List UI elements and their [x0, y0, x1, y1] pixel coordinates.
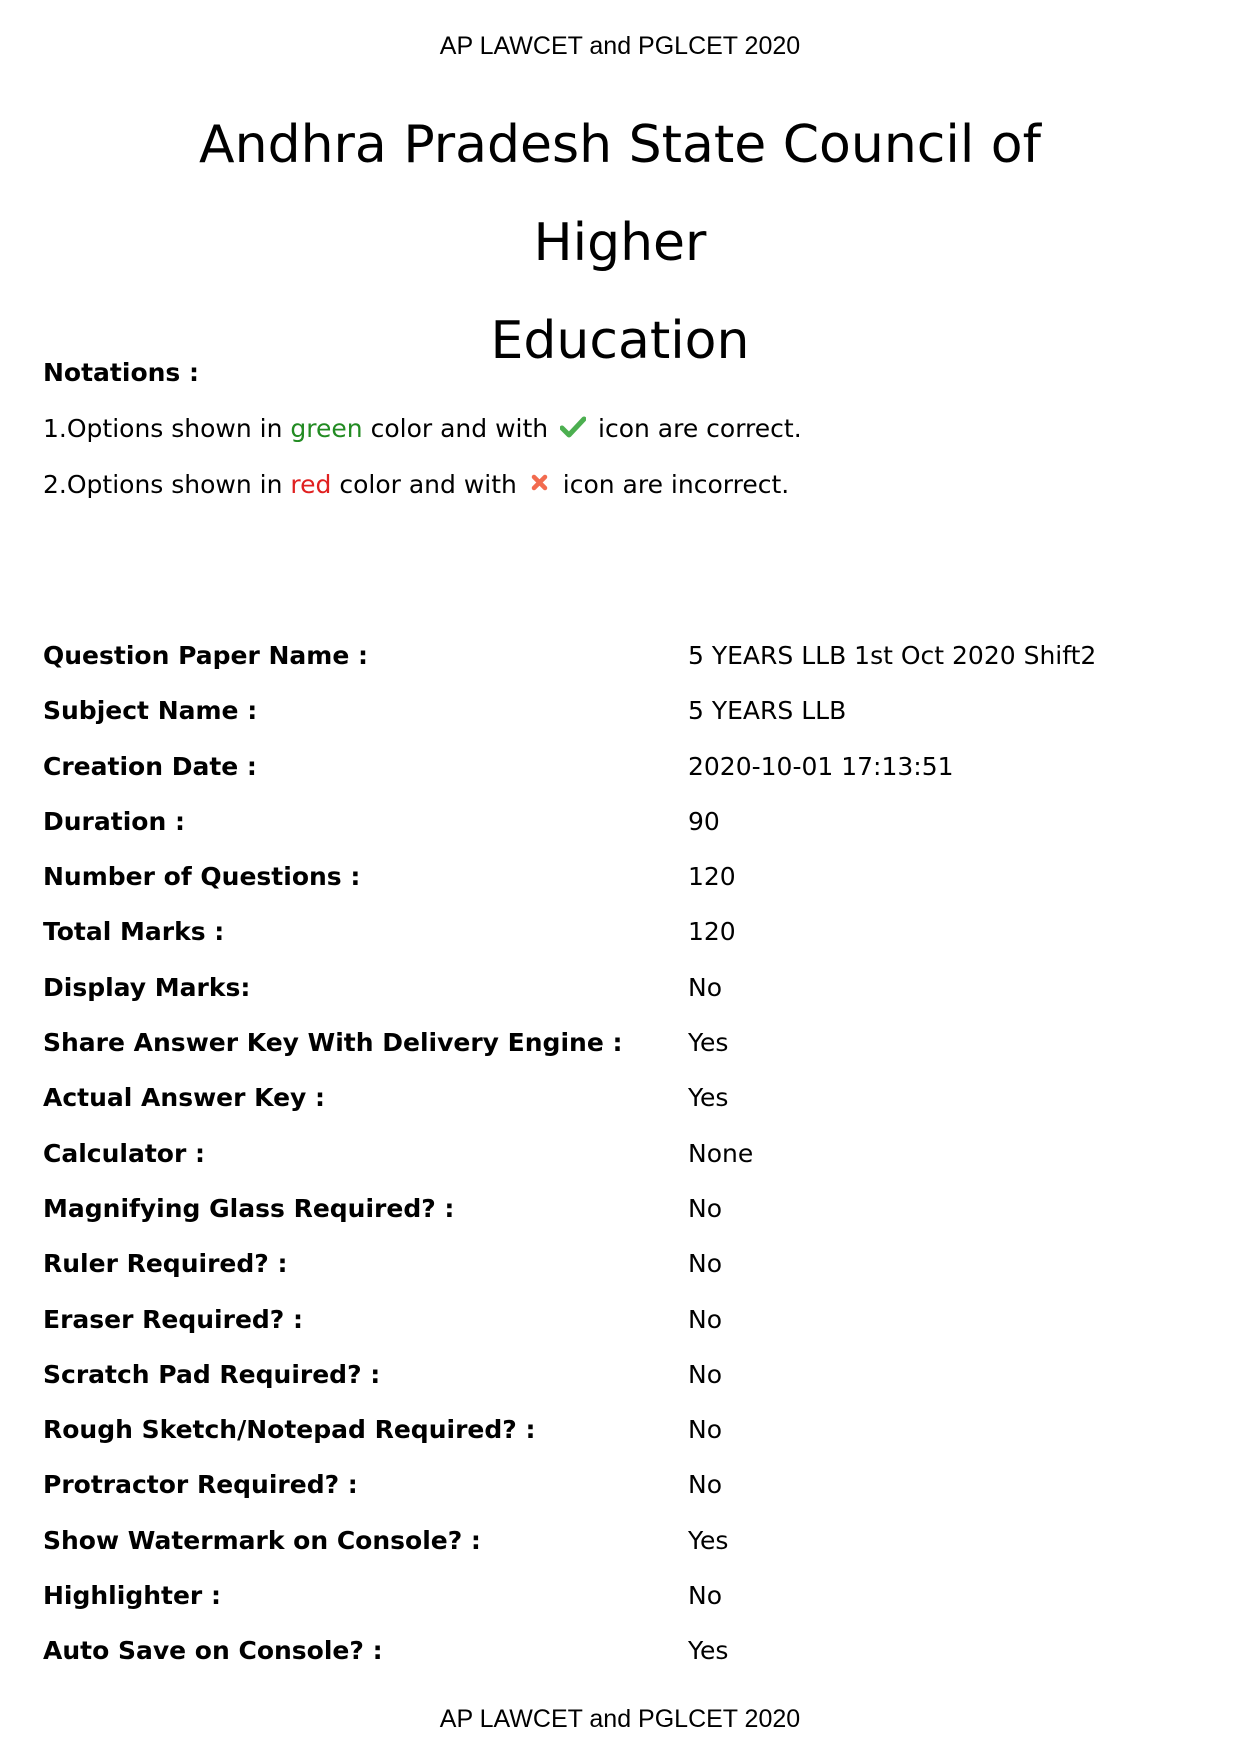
detail-row-question-paper-name	[43, 641, 1203, 696]
notation-correct-middle: color and with	[370, 414, 549, 443]
detail-label: Eraser Required? :	[43, 1304, 303, 1334]
detail-row-creation-date	[43, 752, 1203, 807]
detail-value: No	[688, 1359, 722, 1389]
detail-value: 90	[688, 806, 720, 836]
detail-label: Subject Name :	[43, 696, 258, 726]
detail-row-highlighter	[43, 1581, 1203, 1636]
detail-row-show-watermark	[43, 1526, 1203, 1581]
detail-value: No	[688, 1193, 722, 1223]
detail-value: 120	[688, 862, 736, 892]
detail-value: No	[688, 1470, 722, 1500]
detail-value: Yes	[688, 1028, 729, 1058]
detail-label: Rough Sketch/Notepad Required? :	[43, 1415, 536, 1445]
detail-label: Show Watermark on Console? :	[43, 1525, 481, 1555]
notations-heading: Notations :	[43, 358, 199, 387]
notation-correct-prefix: 1.Options shown in	[43, 414, 283, 443]
detail-label: Question Paper Name :	[43, 641, 368, 670]
notation-green-word: green	[290, 414, 363, 443]
detail-value: No	[688, 1304, 722, 1334]
detail-row-duration	[43, 807, 1203, 862]
detail-row-ruler	[43, 1249, 1203, 1304]
detail-label: Display Marks:	[43, 972, 251, 1002]
detail-value: 2020-10-01 17:13:51	[688, 751, 954, 781]
notation-correct-suffix: icon are correct.	[598, 414, 802, 443]
notation-red-word: red	[290, 470, 332, 499]
detail-label: Creation Date :	[43, 751, 257, 781]
detail-row-actual-answer-key	[43, 1083, 1203, 1138]
page-title	[120, 96, 1120, 390]
detail-value: None	[688, 1138, 754, 1168]
detail-value: Yes	[688, 1636, 729, 1666]
detail-row-number-of-questions	[43, 862, 1203, 917]
detail-value: 120	[688, 917, 736, 947]
cross-icon	[529, 468, 551, 504]
page-header: AP LAWCET and PGLCET 2020	[439, 32, 801, 60]
page-title-line-1: Andhra Pradesh State Council of Higher	[199, 115, 1041, 273]
detail-row-rough-sketch	[43, 1415, 1203, 1470]
checkmark-icon	[560, 412, 586, 448]
detail-label: Share Answer Key With Delivery Engine :	[43, 1028, 623, 1058]
detail-value: No	[688, 1249, 722, 1279]
paper-details-table	[43, 641, 1203, 1692]
notation-incorrect-suffix: icon are incorrect.	[562, 470, 790, 499]
notation-incorrect-prefix: 2.Options shown in	[43, 470, 283, 499]
detail-row-display-marks	[43, 973, 1203, 1028]
detail-value: Yes	[688, 1083, 729, 1113]
detail-label: Ruler Required? :	[43, 1249, 288, 1279]
detail-value: No	[688, 972, 722, 1002]
page-title-line-2: Education	[490, 311, 750, 371]
detail-label: Number of Questions :	[43, 862, 361, 892]
detail-value: 5 YEARS LLB 1st Oct 2020 Shift2	[688, 641, 1097, 670]
detail-label: Duration :	[43, 806, 185, 836]
detail-label: Calculator :	[43, 1138, 205, 1168]
detail-row-total-marks	[43, 917, 1203, 972]
detail-row-subject-name	[43, 696, 1203, 751]
notation-incorrect	[43, 467, 802, 523]
detail-label: Scratch Pad Required? :	[43, 1359, 381, 1389]
detail-label: Highlighter :	[43, 1581, 221, 1611]
detail-value: Yes	[688, 1525, 729, 1555]
detail-label: Actual Answer Key :	[43, 1083, 326, 1113]
detail-row-auto-save	[43, 1636, 1203, 1691]
detail-row-magnifying-glass	[43, 1194, 1203, 1249]
detail-value: No	[688, 1415, 722, 1445]
detail-row-protractor	[43, 1470, 1203, 1525]
notations-section	[43, 355, 802, 523]
detail-row-calculator	[43, 1139, 1203, 1194]
page-footer: AP LAWCET and PGLCET 2020	[439, 1705, 801, 1733]
notation-incorrect-middle: color and with	[339, 470, 517, 499]
detail-row-share-answer-key	[43, 1028, 1203, 1083]
detail-row-eraser	[43, 1305, 1203, 1360]
detail-label: Protractor Required? :	[43, 1470, 358, 1500]
detail-label: Auto Save on Console? :	[43, 1636, 383, 1666]
notation-correct	[43, 411, 802, 467]
detail-row-scratch-pad	[43, 1360, 1203, 1415]
detail-value: 5 YEARS LLB	[688, 696, 847, 726]
detail-value: No	[688, 1581, 722, 1611]
detail-label: Total Marks :	[43, 917, 225, 947]
detail-label: Magnifying Glass Required? :	[43, 1193, 455, 1223]
